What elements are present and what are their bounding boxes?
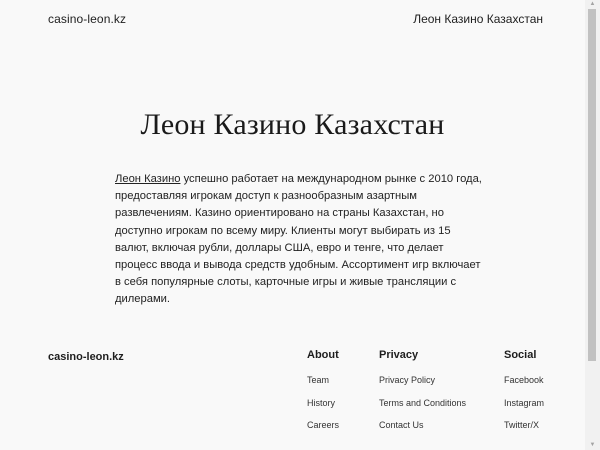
scrollbar-thumb[interactable] bbox=[588, 9, 596, 361]
footer-link-privacy-policy[interactable]: Privacy Policy bbox=[379, 375, 436, 385]
intro-paragraph bbox=[115, 171, 485, 309]
footer-heading-about: About bbox=[307, 349, 339, 361]
footer-link-contact[interactable]: Contact Us bbox=[379, 420, 424, 430]
footer-heading-privacy: Privacy bbox=[379, 349, 419, 361]
page-title: Леон Казино Казахстан bbox=[140, 108, 445, 141]
footer-link-history[interactable]: History bbox=[307, 397, 336, 408]
footer-link-careers[interactable]: Careers bbox=[307, 420, 340, 430]
footer-column-privacy bbox=[379, 349, 466, 443]
scroll-down-arrow-icon[interactable]: ▼ bbox=[589, 442, 596, 448]
footer-heading-social: Social bbox=[504, 349, 537, 361]
footer-link-facebook[interactable]: Facebook bbox=[504, 375, 544, 385]
site-logo-link[interactable]: casino-leon.kz bbox=[48, 12, 127, 26]
nav-link-home[interactable]: Леон Казино Казахстан bbox=[413, 12, 543, 26]
scroll-up-arrow-icon[interactable]: ▲ bbox=[589, 1, 596, 7]
footer-link-team[interactable]: Team bbox=[307, 375, 330, 385]
footer-link-twitter[interactable]: Twitter/X bbox=[504, 420, 540, 430]
footer-logo-link[interactable]: casino-leon.kz bbox=[48, 351, 124, 363]
leon-casino-link[interactable]: Леон Казино bbox=[115, 173, 181, 185]
footer-link-instagram[interactable]: Instagram bbox=[504, 397, 545, 408]
vertical-scrollbar[interactable] bbox=[585, 0, 600, 450]
intro-text: успешно работает на международном рынке с 2010 года, предоставляя игрокам доступ к разнообразным азартным развлечениям. Казино ориентировано на страны Казахстан, но доступно игрокам по всему миру. Клиенты могут выбирать из 15 валют, включая рубли, доллары США, евро и тенге, что делает процесс ввода и вывода средств удобным. Ассортимент игр включает в себя популярные слоты, карточные игры и живые трансляции с дилерами. bbox=[115, 173, 482, 306]
footer-column-about bbox=[307, 349, 339, 443]
footer-column-social bbox=[504, 349, 544, 443]
footer-link-terms[interactable]: Terms and Conditions bbox=[379, 397, 467, 408]
